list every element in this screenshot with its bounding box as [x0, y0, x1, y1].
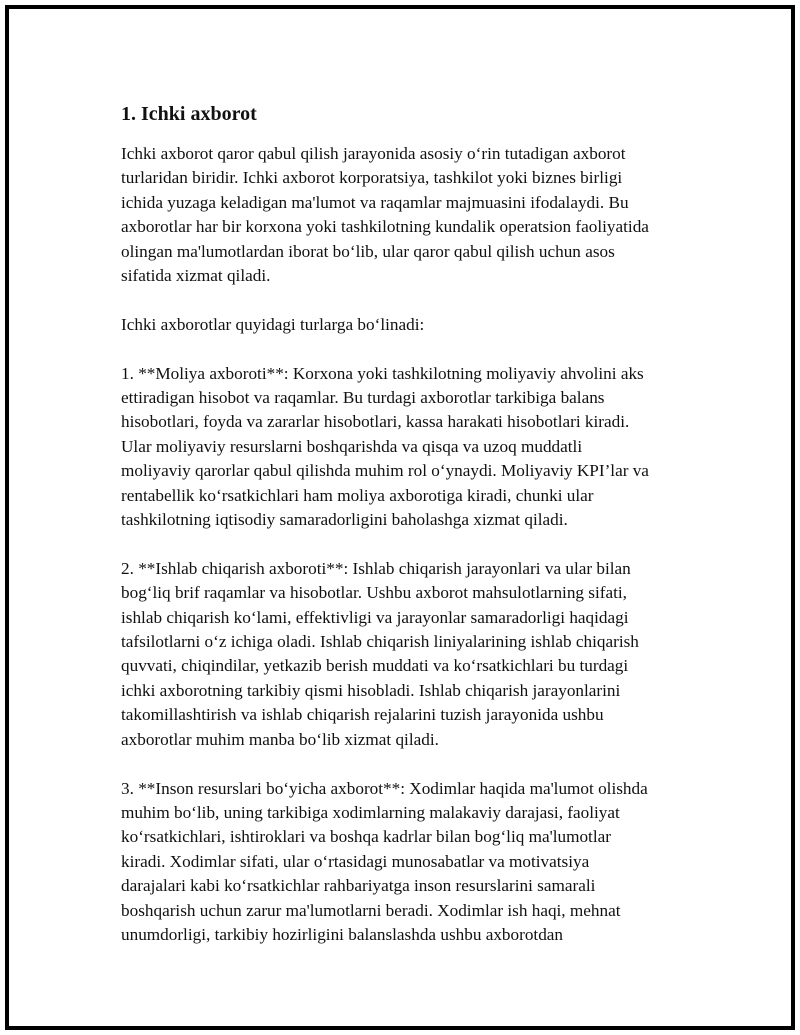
- page-frame: [5, 5, 795, 1030]
- text-line: quvvati, chiqindilar, yetkazib berish muddati va koʻrsatkichlari bu turdagi: [121, 656, 629, 676]
- paragraph: [121, 142, 701, 288]
- paragraph: [121, 557, 701, 752]
- text-line: ettiradigan hisobot va raqamlar. Bu turdagi axborotlar tarkibiga balans: [121, 388, 605, 408]
- text-line: axborotlar muhim manba boʻlib xizmat qiladi.: [121, 729, 439, 749]
- paragraph: [121, 313, 701, 337]
- text-line: 3. **Inson resurslari boʻyicha axborot**: Xodimlar haqida ma'lumot olishda: [121, 778, 648, 798]
- text-line: sifatida xizmat qiladi.: [121, 266, 271, 286]
- document-body: [121, 101, 701, 972]
- text-line: koʻrsatkichlari, ishtiroklari va boshqa kadrlar bilan bogʻliq ma'lumotlar: [121, 827, 611, 847]
- paragraph: [121, 362, 701, 533]
- text-line: axborotlar har bir korxona yoki tashkilotning kundalik operatsion faoliyatida: [121, 217, 649, 237]
- section-heading: 1. Ichki axborot: [121, 103, 257, 125]
- text-line: Ichki axborot qaror qabul qilish jarayonida asosiy oʻrin tutadigan axborot: [121, 144, 626, 163]
- text-line: tafsilotlarni oʻz ichiga oladi. Ishlab chiqarish liniyalarining ishlab chiqarish: [121, 632, 639, 652]
- text-line: ichki axborotning tarkibiy qismi hisobladi. Ishlab chiqarish jarayonlarini: [121, 680, 621, 700]
- text-line: kiradi. Xodimlar sifati, ular oʻrtasidagi munosabatlar va motivatsiya: [121, 851, 590, 871]
- text-line: bogʻliq brif raqamlar va hisobotlar. Ushbu axborot mahsulotlarning sifati,: [121, 583, 627, 603]
- text-line: 1. **Moliya axboroti**: Korxona yoki tashkilotning moliyaviy ahvolini aks: [121, 363, 644, 383]
- text-line: 2. **Ishlab chiqarish axboroti**: Ishlab chiqarish jarayonlari va ular bilan: [121, 558, 631, 578]
- text-line: takomillashtirish va ishlab chiqarish rejalarini tuzish jarayonida ushbu: [121, 705, 604, 725]
- text-line: tashkilotning iqtisodiy samaradorligini baholashga xizmat qiladi.: [121, 510, 568, 530]
- text-line: turlaridan biridir. Ichki axborot korporatsiya, tashkilot yoki biznes birligi: [121, 168, 623, 188]
- text-line: moliyaviy qarorlar qabul qilishda muhim rol oʻynaydi. Moliyaviy KPI’lar va: [121, 461, 649, 481]
- text-line: olingan ma'lumotlardan iborat boʻlib, ular qaror qabul qilish uchun asos: [121, 241, 615, 261]
- text-line: Ichki axborotlar quyidagi turlarga boʻlinadi:: [121, 314, 425, 334]
- text-line: hisobotlari, foyda va zararlar hisobotlari, kassa harakati hisobotlari kiradi.: [121, 412, 630, 432]
- text-line: boshqarish uchun zarur ma'lumotlarni beradi. Xodimlar ish haqi, mehnat: [121, 900, 621, 920]
- paragraph-container: [121, 142, 701, 947]
- text-line: ishlab chiqarish koʻlami, effektivligi va jarayonlar samaradorligi haqidagi: [121, 607, 629, 627]
- text-line: ichida yuzaga keladigan ma'lumot va raqamlar majmuasini ifodalaydi. Bu: [121, 192, 629, 212]
- text-line: Ular moliyaviy resurslarni boshqarishda va qisqa va uzoq muddatli: [121, 436, 583, 456]
- text-line: unumdorligi, tarkibiy hozirligini balanslashda ushbu axborotdan: [121, 924, 564, 944]
- text-line: muhim boʻlib, uning tarkibiga xodimlarning malakaviy darajasi, faoliyat: [121, 802, 620, 822]
- text-line: darajalari kabi koʻrsatkichlar rahbariyatga inson resurslarini samarali: [121, 876, 596, 896]
- paragraph: [121, 777, 701, 948]
- text-line: rentabellik koʻrsatkichlari ham moliya axborotiga kiradi, chunki ular: [121, 485, 594, 505]
